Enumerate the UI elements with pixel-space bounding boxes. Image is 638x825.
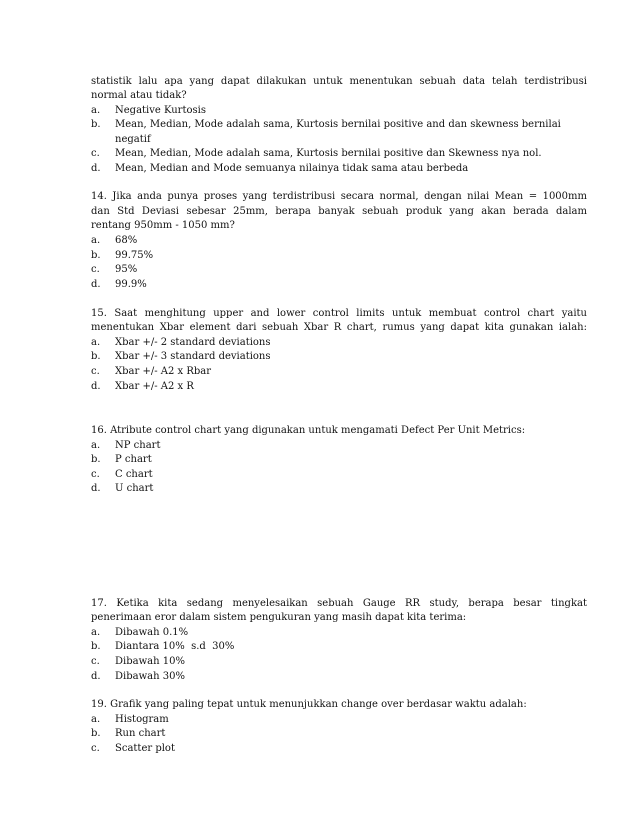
question-14-text: rentang 950mm - 1050 mm?	[91, 220, 235, 231]
answer-option: a. Xbar +/- 2 standard deviations	[91, 337, 271, 348]
answer-option-continuation: negatif	[115, 134, 151, 145]
answer-option: c. Mean, Median, Mode adalah sama, Kurtosis bernilai positive dan Skewness nya nol.	[91, 148, 542, 159]
question-17-text: 17. Ketika kita sedang menyelesaikan sebuah Gauge RR study, berapa besar tingkat	[91, 598, 587, 609]
question-16-text: 16. Atribute control chart yang digunakan untuk mengamati Defect Per Unit Metrics:	[91, 425, 526, 436]
answer-option: a. NP chart	[91, 440, 161, 451]
answer-option: c. Scatter plot	[91, 743, 175, 754]
answer-option: a. 68%	[91, 235, 138, 246]
answer-option: d. U chart	[91, 483, 154, 494]
question-text-line: statistik lalu apa yang dapat dilakukan untuk menentukan sebuah data telah terdistribusi	[91, 76, 587, 87]
answer-option: c. 95%	[91, 264, 138, 275]
question-15-text: 15. Saat menghitung upper and lower control limits untuk membuat control chart yaitu	[91, 308, 587, 319]
question-14-text: 14. Jika anda punya proses yang terdistribusi secara normal, dengan nilai Mean = 1000mm	[91, 191, 587, 202]
answer-option: c. C chart	[91, 469, 153, 480]
answer-option: d. Xbar +/- A2 x R	[91, 381, 194, 392]
answer-option: b. 99.75%	[91, 250, 154, 261]
question-text-line: normal atau tidak?	[91, 90, 187, 101]
answer-option: b. Diantara 10% s.d 30%	[91, 641, 235, 652]
question-14-text: dan Std Deviasi sebesar 25mm, berapa banyak sebuah produk yang akan berada dalam	[91, 206, 587, 217]
answer-option: c. Xbar +/- A2 x Rbar	[91, 366, 212, 377]
question-19-text: 19. Grafik yang paling tepat untuk menunjukkan change over berdasar waktu adalah:	[91, 699, 527, 710]
answer-option: b. Xbar +/- 3 standard deviations	[91, 351, 271, 362]
answer-option: a. Histogram	[91, 714, 169, 725]
question-17-text: penerimaan eror dalam sistem pengukuran yang masih dapat kita terima:	[91, 612, 467, 623]
answer-option: a. Dibawah 0.1%	[91, 627, 189, 638]
answer-option: d. Dibawah 30%	[91, 671, 185, 682]
answer-option: a. Negative Kurtosis	[91, 105, 206, 116]
answer-option: b. P chart	[91, 454, 152, 465]
answer-option: d. Mean, Median and Mode semuanya nilainya tidak sama atau berbeda	[91, 163, 469, 174]
answer-option: d. 99.9%	[91, 279, 147, 290]
answer-option: c. Dibawah 10%	[91, 656, 185, 667]
answer-option: b. Mean, Median, Mode adalah sama, Kurtosis bernilai positive and dan skewness bernilai	[91, 119, 561, 130]
question-15-text: menentukan Xbar element dari sebuah Xbar R chart, rumus yang dapat kita gunakan ialah:	[91, 322, 587, 333]
answer-option: b. Run chart	[91, 728, 166, 739]
